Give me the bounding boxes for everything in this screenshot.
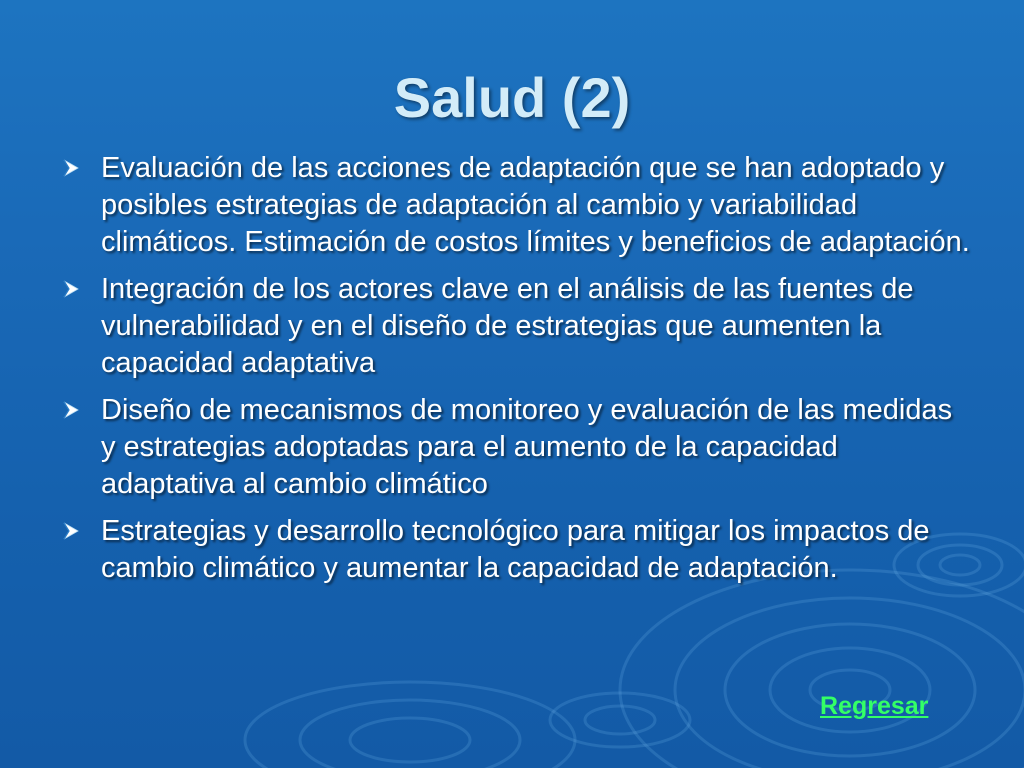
- bullet-text: Diseño de mecanismos de monitoreo y evaluación de las medidas y estrategias adoptadas para el aumento de la capacidad adaptativa al cambio climático: [101, 394, 953, 500]
- bullet-item: [62, 271, 972, 382]
- slide-title: Salud (2): [393, 66, 631, 129]
- bullet-item: [62, 392, 972, 503]
- arrow-bullet-icon: [62, 401, 80, 419]
- arrow-bullet-icon: [62, 280, 80, 298]
- arrow-bullet-icon: [62, 522, 80, 540]
- bullet-text: Integración de los actores clave en el análisis de las fuentes de vulnerabilidad y en el diseño de estrategias que aumenten la capacidad adaptativa: [101, 273, 914, 379]
- regresar-link[interactable]: Regresar: [820, 692, 929, 720]
- bullet-list: [62, 150, 972, 597]
- bullet-item: [62, 150, 972, 261]
- arrow-bullet-icon: [62, 159, 80, 177]
- bullet-item: [62, 513, 972, 587]
- bullet-text: Estrategias y desarrollo tecnológico para mitigar los impactos de cambio climático y aumentar la capacidad de adaptación.: [101, 515, 930, 584]
- bullet-text: Evaluación de las acciones de adaptación que se han adoptado y posibles estrategias de adaptación al cambio y variabilidad climáticos. Estimación de costos límites y beneficios de adaptación.: [101, 152, 970, 258]
